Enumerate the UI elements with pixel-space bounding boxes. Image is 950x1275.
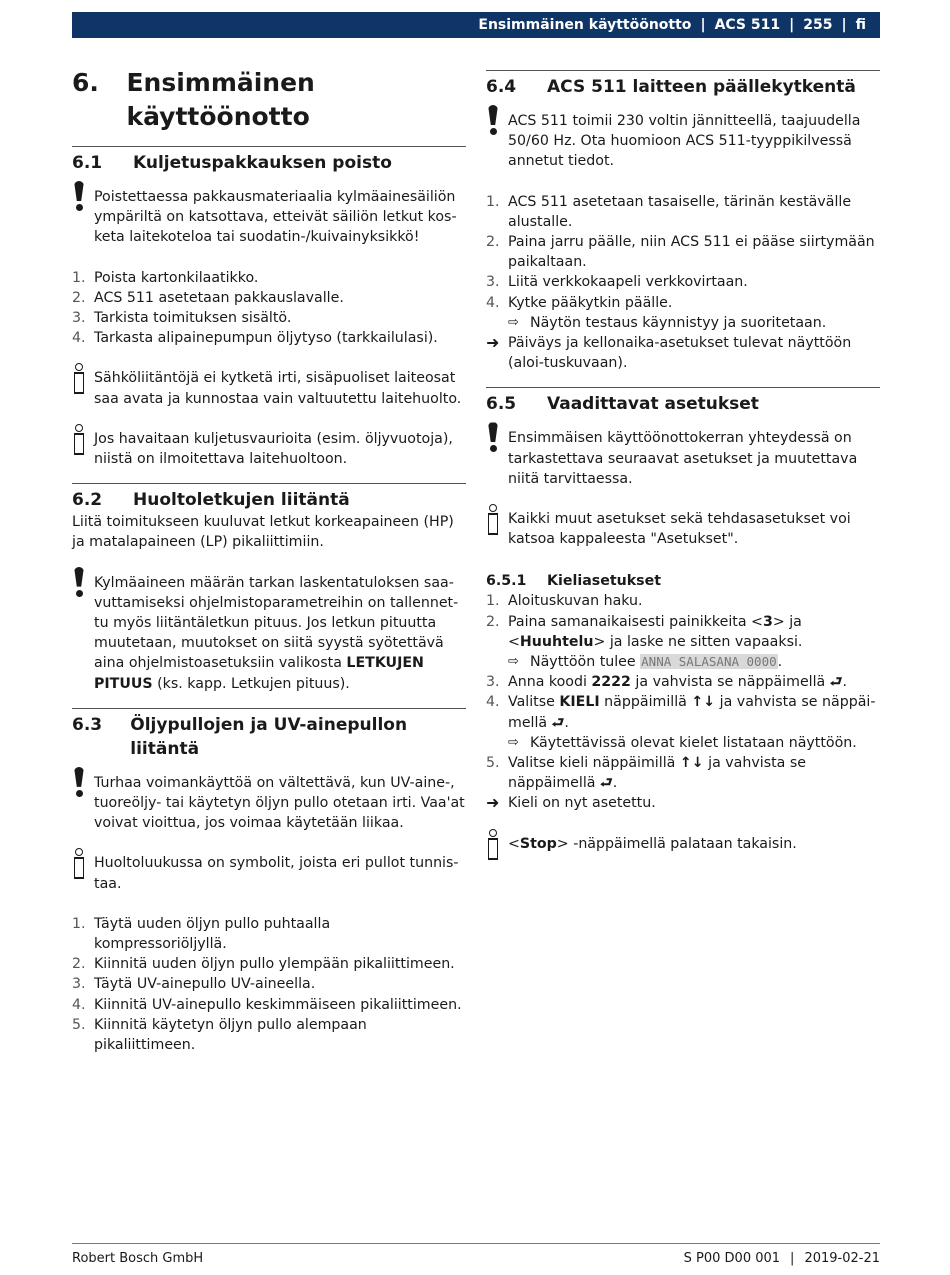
list-item: 5. Valitse kieli näppäimillä ↑↓ ja vahvista se näppäimellä ⮐. — [486, 755, 806, 792]
list-item: 2. Paina samanaikaisesti painikkeita <3> ja <Huuhtelu> ja laske ne sitten vapaaksi. — [486, 613, 803, 650]
result-arrow-icon: ⇨ — [508, 734, 519, 750]
arrow-up-icon: ↑ — [679, 755, 692, 772]
warning-text: Poistettaessa pakkausmateriaalia kylmäainesäiliön ympäriltä on katsottava, etteivät säiliön letkut kos-keta laitekoteloa tai suodatin-/kuivainyksikkö! — [94, 189, 457, 246]
result-line: ⇨ Käytettävissä olevat kielet listataan näyttöön. — [486, 733, 880, 753]
section-title: Vaadittavat asetukset — [547, 394, 759, 415]
left-column — [72, 58, 466, 1055]
step-list — [486, 753, 880, 793]
section-number: 6.5 — [486, 394, 517, 415]
warning-note — [486, 111, 880, 172]
info-text: <Stop> -näppäimellä palataan takaisin. — [508, 835, 797, 852]
section-6-1-heading — [72, 146, 466, 175]
footer-separator: | — [790, 1251, 795, 1266]
list-item: 3. Täytä UV-ainepullo UV-aineella. — [72, 976, 316, 993]
warning-icon — [486, 111, 508, 139]
section-title: Kuljetuspakkauksen poisto — [133, 153, 392, 173]
subsection-title: Kieliasetukset — [547, 573, 662, 590]
list-item: 3. Tarkista toimituksen sisältö. — [72, 310, 292, 327]
info-note — [72, 368, 466, 408]
info-note — [486, 834, 880, 862]
header-separator: | — [789, 17, 795, 33]
body-paragraph: Liitä toimitukseen kuuluvat letkut korkeapaineen (HP) ja matalapaineen (LP) pikaliittimiin. — [72, 514, 454, 551]
header-product: ACS 511 — [714, 17, 781, 33]
warning-icon — [486, 428, 508, 456]
section-number: 6.2 — [72, 490, 103, 511]
warning-icon — [72, 573, 94, 601]
warning-note — [72, 187, 466, 248]
result-arrow-icon: ⇨ — [508, 654, 519, 670]
list-item: 2. Paina jarru päälle, niin ACS 511 ei pääse siirtymään paikaltaan. — [486, 234, 875, 271]
step-list — [486, 672, 880, 733]
step-list — [486, 192, 880, 313]
enter-key-icon: ⮐ — [551, 714, 565, 731]
warning-text: Turhaa voimankäyttöä on vältettävä, kun UV-aine-, tuoreöljy- tai käytetyn öljyn pullo otetaan irti. Vaa'at voivat vioittua, jos voimaa käytetään liikaa. — [94, 774, 465, 832]
header-page-number: 255 — [803, 17, 833, 33]
list-item: 1. Aloituskuvan haku. — [486, 593, 643, 610]
step-list — [72, 268, 466, 349]
info-text: Huoltoluukussa on symbolit, joista eri pullot tunnis-taa. — [94, 855, 459, 892]
warning-icon — [72, 187, 94, 215]
warning-text: Kylmäaineen määrän tarkan laskentatuloksen saa-vuttamiseksi ohjelmistoparametreihin on tallennet-tu myös liitäntäletkun pituus. Jos letkun pituutta muutetaan, muutokset on siitä syystä syötettävä aina ohjelmistoasetuksiin valikosta LETKUJEN PITUUS (ks. kapp. Letkujen pituus). — [94, 574, 459, 692]
result-arrow-icon: ⇨ — [508, 314, 519, 330]
list-item: 5. Kiinnitä käytetyn öljyn pullo alempaan pikaliittimeen. — [72, 1016, 367, 1054]
result-line: ⇨ Näytön testaus käynnistyy ja suoritetaan. — [486, 313, 880, 333]
section-6-4-heading — [486, 70, 880, 99]
warning-note — [72, 773, 466, 834]
chapter-heading — [72, 66, 466, 134]
section-title: Huoltoletkujen liitäntä — [133, 490, 350, 511]
list-item: 4. Kytke pääkytkin päälle. — [486, 294, 673, 311]
warning-icon — [72, 773, 94, 801]
header-separator: | — [841, 17, 847, 33]
subsection-number: 6.5.1 — [486, 573, 527, 590]
list-item: 3. Anna koodi 2222 ja vahvista se näppäimellä ⮐. — [486, 674, 848, 691]
final-result-line: ➜ Päiväys ja kellonaika-asetukset tulevat näyttöön (aloi-tuskuvaan). — [486, 333, 880, 373]
info-text: Kaikki muut asetukset sekä tehdasasetukset voi katsoa kappaleesta "Asetukset". — [508, 511, 851, 548]
warning-text: Ensimmäisen käyttöönottokerran yhteydessä on tarkastettava seuraavat asetukset ja muutettava niitä tarvittaessa. — [508, 430, 858, 487]
footer-date: 2019-02-21 — [804, 1251, 880, 1266]
list-item: 2. Kiinnitä uuden öljyn pullo ylempään pikaliittimeen. — [72, 956, 455, 973]
list-item: 2. ACS 511 asetetaan pakkauslavalle. — [72, 289, 344, 306]
enter-key-icon: ⮐ — [829, 674, 843, 691]
warning-note — [72, 573, 466, 694]
list-item: 1. Poista kartonkilaatikko. — [72, 269, 259, 286]
section-title: Öljypullojen ja UV-ainepullon liitäntä — [130, 714, 408, 759]
info-icon — [72, 368, 94, 396]
section-title: ACS 511 laitteen päällekytkentä — [547, 77, 856, 97]
step-list — [486, 591, 880, 652]
info-icon — [72, 853, 94, 881]
section-number: 6.4 — [486, 77, 517, 97]
header-language: fi — [855, 17, 866, 33]
warning-note — [486, 428, 880, 489]
list-item: 1. ACS 511 asetetaan tasaiselle, tärinän kestävälle alustalle. — [486, 193, 852, 230]
right-column — [486, 58, 880, 862]
warning-text: ACS 511 toimii 230 voltin jännitteellä, taajuudella 50/60 Hz. Ota huomioon ACS 511-tyyppikilvessä annetut tiedot. — [508, 113, 861, 170]
header-title: Ensimmäinen käyttöönotto — [478, 17, 692, 33]
footer-company: Robert Bosch GmbH — [72, 1251, 204, 1266]
page-header — [72, 12, 880, 38]
final-arrow-icon: ➜ — [486, 793, 500, 813]
header-separator: | — [700, 17, 706, 33]
result-line: ⇨ Näyttöön tulee ANNA SALASANA 0000. — [486, 652, 880, 672]
list-item: 4. Kiinnitä UV-ainepullo keskimmäiseen pikaliittimeen. — [72, 996, 462, 1013]
list-item: 4. Valitse KIELI näppäimillä ↑↓ ja vahvista se näppäi-mellä ⮐. — [486, 694, 876, 731]
final-arrow-icon: ➜ — [486, 333, 500, 353]
subsection-6-5-1-heading — [486, 571, 880, 591]
arrow-up-icon: ↑ — [691, 694, 704, 711]
section-number: 6.3 — [72, 714, 103, 735]
section-6-2-heading — [72, 483, 466, 512]
arrow-down-icon: ↓ — [703, 694, 716, 711]
info-note — [72, 853, 466, 893]
info-note — [486, 509, 880, 549]
info-icon — [486, 509, 508, 537]
info-text: Sähköliitäntöjä ei kytketä irti, sisäpuoliset laiteosat saa avata ja kunnostaa vain valtuutettu laitehuolto. — [94, 370, 462, 407]
chapter-title: Ensimmäinen käyttöönotto — [126, 68, 315, 131]
list-item: 4. Tarkasta alipainepumpun öljytyso (tarkkailulasi). — [72, 330, 438, 347]
section-number: 6.1 — [72, 153, 103, 173]
info-note — [72, 429, 466, 469]
list-item: 3. Liitä verkkokaapeli verkkovirtaan. — [486, 274, 748, 291]
section-6-5-heading — [486, 387, 880, 416]
final-result-line: ➜ Kieli on nyt asetettu. — [486, 793, 656, 813]
info-icon — [72, 429, 94, 457]
info-icon — [486, 834, 508, 862]
chapter-number: 6. — [72, 68, 99, 97]
footer-divider — [72, 1243, 880, 1244]
step-list — [72, 914, 466, 1055]
arrow-down-icon: ↓ — [691, 755, 704, 772]
lcd-display-text: ANNA SALASANA 0000 — [641, 654, 777, 670]
section-6-3-heading — [72, 708, 466, 761]
info-text: Jos havaitaan kuljetusvaurioita (esim. öljyvuotoja), niistä on ilmoitettava laitehuoltoon. — [94, 430, 453, 468]
enter-key-icon: ⮐ — [599, 775, 613, 792]
footer-doc-info — [684, 1251, 880, 1266]
list-item: 1. Täytä uuden öljyn pullo puhtaalla kompressoriöljyllä. — [72, 915, 331, 953]
footer-doc-number: S P00 D00 001 — [683, 1251, 781, 1266]
